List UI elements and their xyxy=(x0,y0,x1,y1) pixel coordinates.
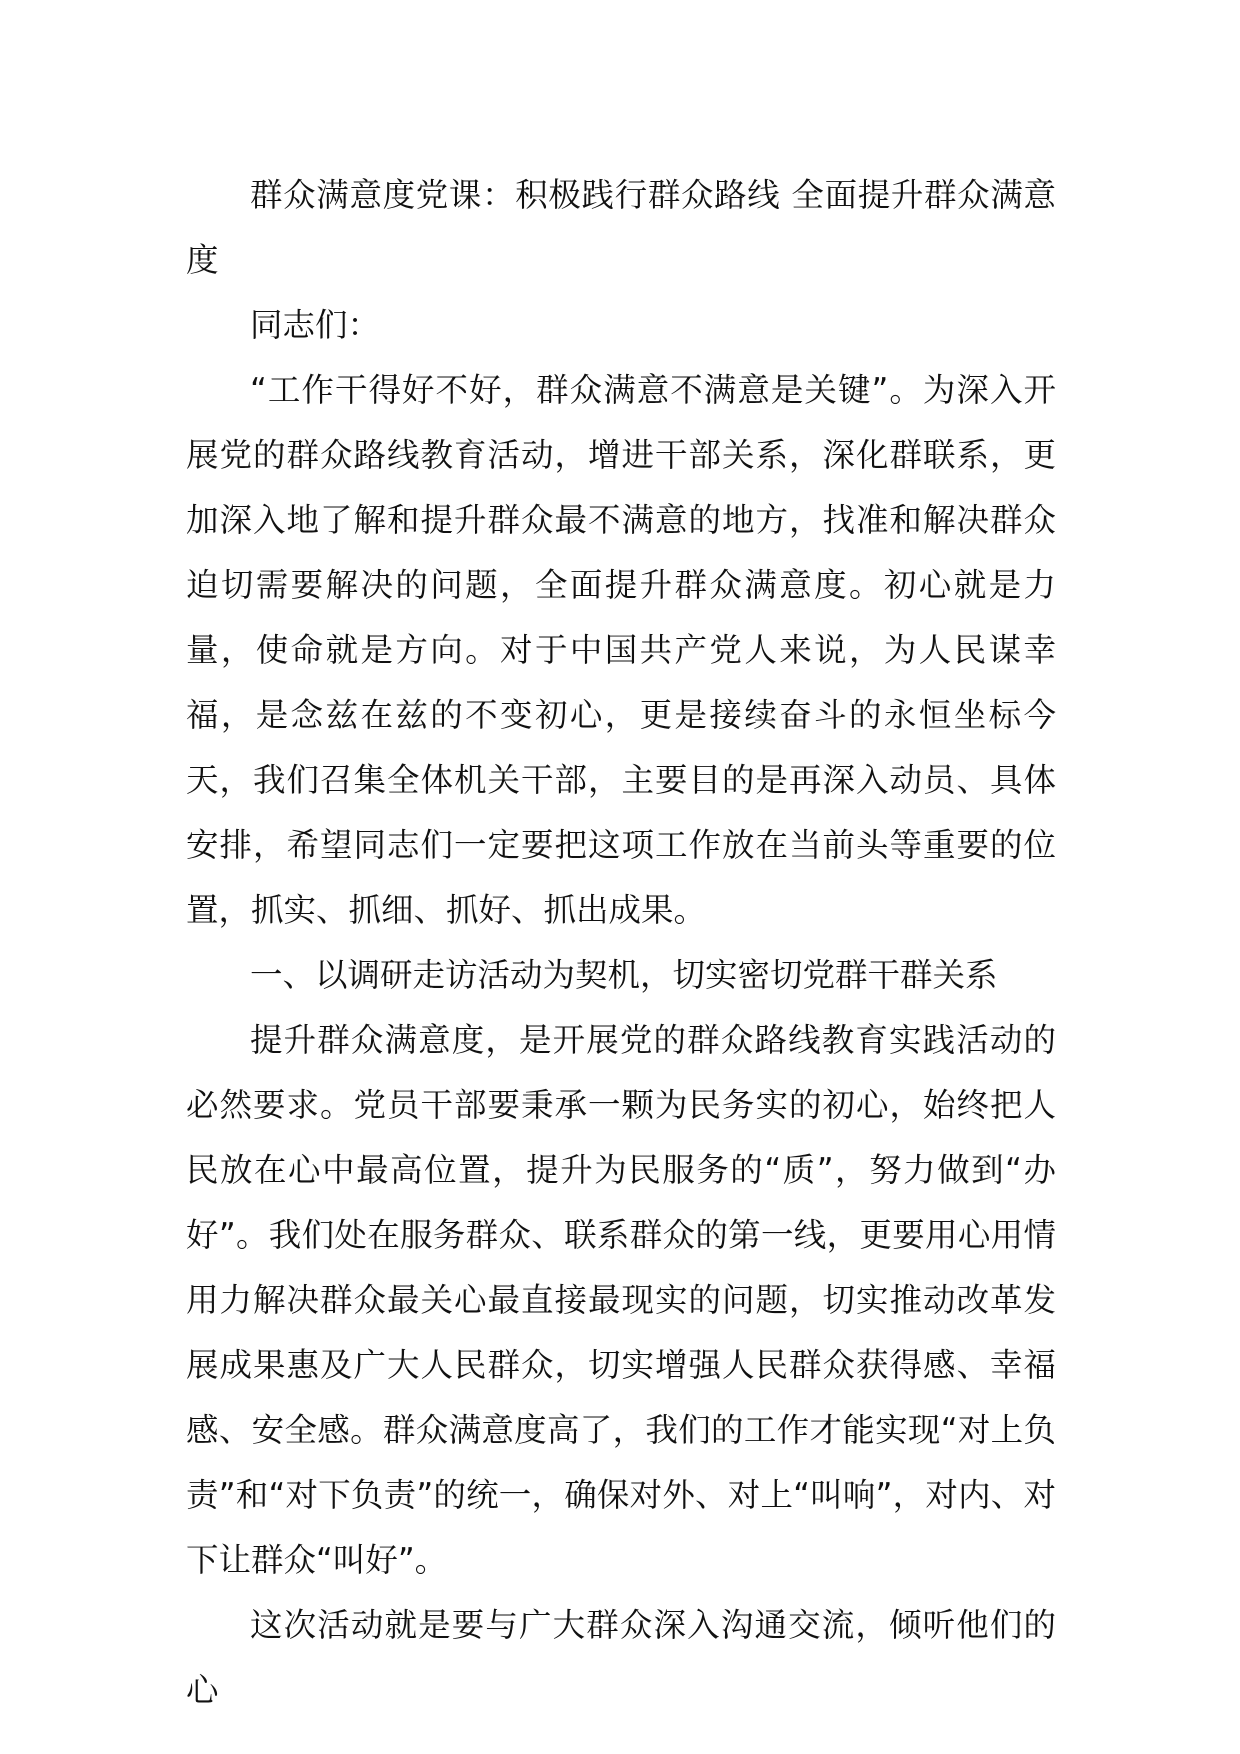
document-title: 群众满意度党课：积极践行群众路线 全面提升群众满意度 xyxy=(186,176,1056,279)
paragraph-section-1: 提升群众满意度，是开展党的群众路线教育实践活动的必然要求。党员干部要秉承一颗为民务实的初心，始终把人民放在心中最高位置，提升为民服务的“质”，努力做到“办好”。我们处在服务群众、联系群众的第一线，更要用心用情用力解决群众最关心最直接最现实的问题，切实推动改革发展成果惠及广大人民群众，切实增强人民群众获得感、幸福感、安全感。群众满意度高了，我们的工作才能实现“对上负责”和“对下负责”的统一，确保对外、对上“叫响”，对内、对下让群众“叫好”。 xyxy=(186,1021,1056,1579)
paragraph-continuation: 这次活动就是要与广大群众深入沟通交流，倾听他们的心 xyxy=(186,1606,1056,1709)
document-body xyxy=(186,163,1056,1723)
salutation: 同志们： xyxy=(250,306,381,344)
paragraph-intro: “工作干得好不好，群众满意不满意是关键”。为深入开展党的群众路线教育活动，增进干部关系，深化群联系，更加深入地了解和提升群众最不满意的地方，找准和解决群众迫切需要解决的问题，全面提升群众满意度。初心就是力量，使命就是方向。对于中国共产党人来说，为人民谋幸福，是念兹在兹的不变初心，更是接续奋斗的永恒坐标今天，我们召集全体机关干部，主要目的是再深入动员、具体安排，希望同志们一定要把这项工作放在当前头等重要的位置，抓实、抓细、抓好、抓出成果。 xyxy=(186,371,1056,929)
section-heading-1: 一、以调研走访活动为契机，切实密切党群干群关系 xyxy=(250,956,998,994)
